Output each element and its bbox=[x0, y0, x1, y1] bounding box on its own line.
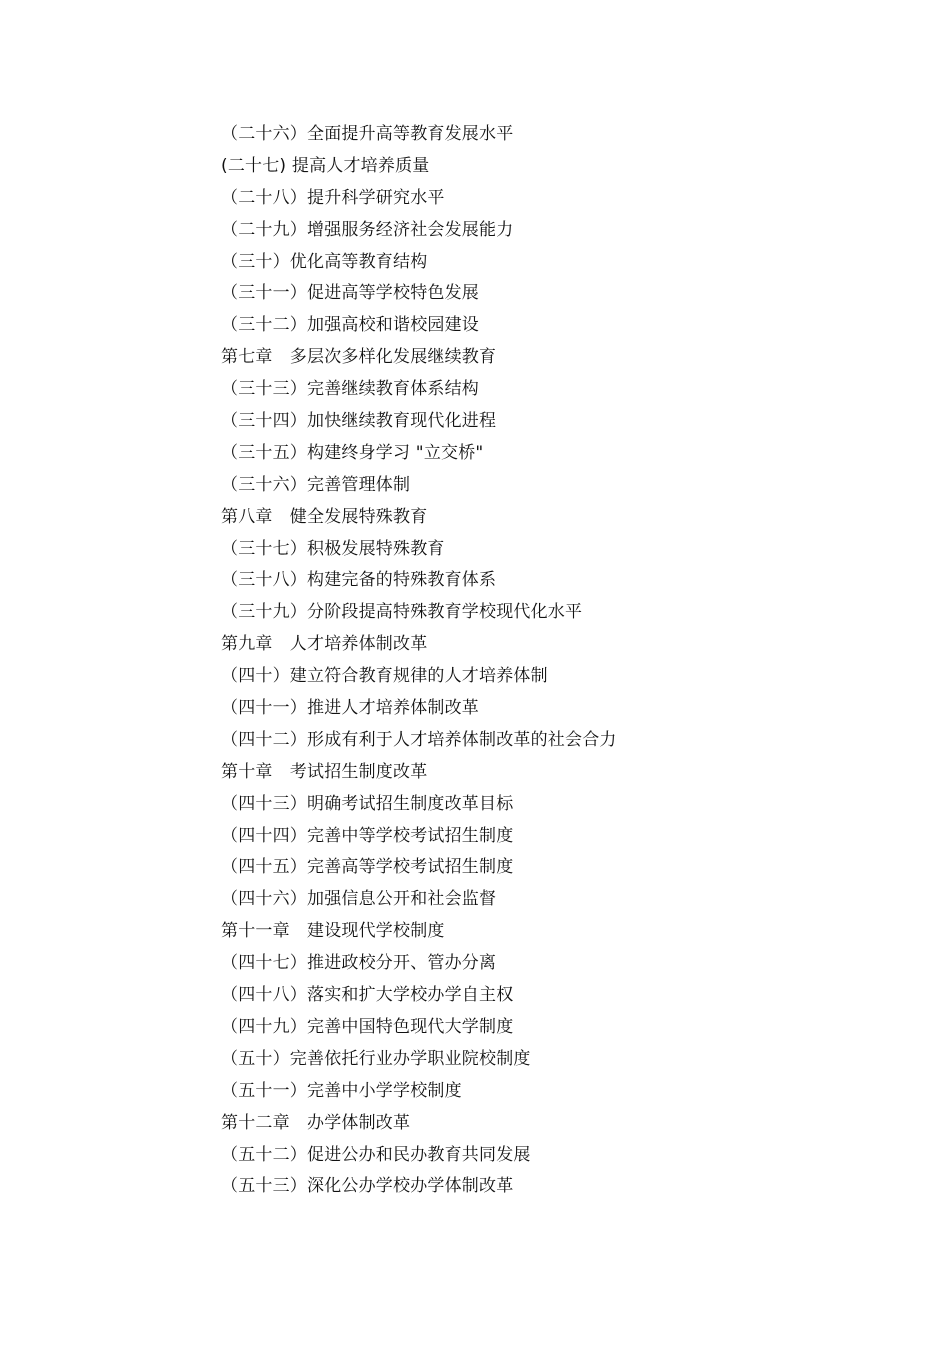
table-of-contents bbox=[221, 119, 861, 1203]
section-item: （三十六）完善管理体制 bbox=[221, 474, 411, 495]
section-item: （四十一）推进人才培养体制改革 bbox=[221, 698, 479, 719]
section-item: （三十五）构建终身学习 "立交桥" bbox=[221, 442, 484, 463]
section-item: （三十一）促进高等学校特色发展 bbox=[221, 283, 479, 304]
section-item: （四十）建立符合教育规律的人才培养体制 bbox=[221, 666, 548, 687]
chapter-heading: 第九章 人才培养体制改革 bbox=[221, 634, 428, 655]
section-item: （四十二）形成有利于人才培养体制改革的社会合力 bbox=[221, 729, 617, 750]
chapter-heading: 第十二章 办学体制改革 bbox=[221, 1112, 411, 1133]
section-item: （五十三）深化公办学校办学体制改革 bbox=[221, 1176, 514, 1197]
section-item: （二十六）全面提升高等教育发展水平 bbox=[221, 124, 514, 144]
section-item: （三十四）加快继续教育现代化进程 bbox=[221, 411, 497, 432]
section-item: （四十九）完善中国特色现代大学制度 bbox=[221, 1016, 514, 1037]
section-item: （五十）完善依托行业办学职业院校制度 bbox=[221, 1048, 531, 1069]
section-item: （三十三）完善继续教育体系结构 bbox=[221, 379, 479, 400]
section-item: （三十七）积极发展特殊教育 bbox=[221, 538, 445, 559]
section-item: （三十二）加强高校和谐校园建设 bbox=[221, 315, 479, 336]
section-item: （二十九）增强服务经济社会发展能力 bbox=[221, 219, 514, 240]
section-item: （五十二）促进公办和民办教育共同发展 bbox=[221, 1144, 531, 1165]
chapter-heading: 第八章 健全发展特殊教育 bbox=[221, 506, 428, 527]
section-item: （四十四）完善中等学校考试招生制度 bbox=[221, 825, 514, 846]
chapter-heading: 第七章 多层次多样化发展继续教育 bbox=[221, 347, 497, 368]
section-item: （五十一）完善中小学学校制度 bbox=[221, 1080, 462, 1101]
section-item: （三十九）分阶段提高特殊教育学校现代化水平 bbox=[221, 602, 583, 623]
section-item: （三十八）构建完备的特殊教育体系 bbox=[221, 570, 497, 591]
section-item: （四十六）加强信息公开和社会监督 bbox=[221, 889, 497, 910]
section-item: （四十八）落实和扩大学校办学自主权 bbox=[221, 985, 514, 1006]
section-item: （四十五）完善高等学校考试招生制度 bbox=[221, 857, 514, 878]
section-item: （二十八）提升科学研究水平 bbox=[221, 187, 445, 208]
chapter-heading: 第十一章 建设现代学校制度 bbox=[221, 921, 445, 942]
section-item: （三十）优化高等教育结构 bbox=[221, 251, 428, 272]
chapter-heading: 第十章 考试招生制度改革 bbox=[221, 761, 428, 782]
section-item: （四十三）明确考试招生制度改革目标 bbox=[221, 793, 514, 814]
section-item: (二十七) 提高人才培养质量 bbox=[221, 155, 430, 176]
section-item: （四十七）推进政校分开、管办分离 bbox=[221, 953, 497, 974]
